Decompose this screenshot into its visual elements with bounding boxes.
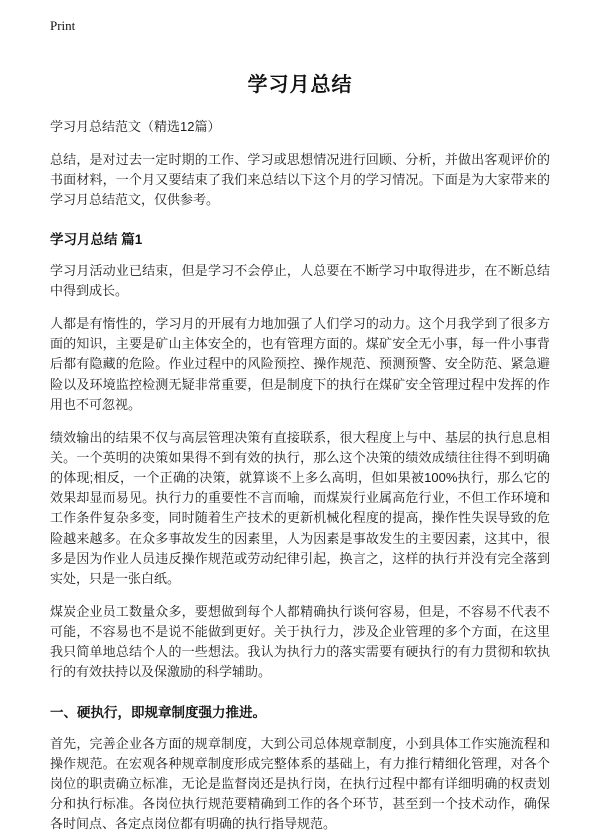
body-paragraph: 煤炭企业员工数量众多，要想做到每个人都精确执行谈何容易，但是，不容易不代表不可能，不容易也不是说不能做到更好。关于执行力，涉及企业管理的多个方面，在这里我只简单地总结个人的一些想法。我认为执行力的落实需要有硬执行的有力贯彻和软执行的有效扶持以及保激励的科学辅助。: [50, 604, 550, 680]
section-heading-1: 学习月总结 篇1: [50, 231, 143, 247]
body-paragraph: 学习月活动业已结束，但是学习不会停止，人总要在不断学习中取得进步，在不断总结中得到成长。: [50, 262, 550, 299]
document-subtitle: 学习月总结范文（精选12篇）: [50, 119, 221, 134]
document-title: 学习月总结: [247, 74, 353, 96]
body-paragraph: 绩效输出的结果不仅与高层管理决策有直接联系，很大程度上与中、基层的执行息息相关。一个英明的决策如果得不到有效的执行，那么这个决策的绩效成绩往往得不到明确的体现;相反，一个正确的决策，就算谈不上多么高明，但如果被100%执行，那么它的效果却显而易见。执行力的重要性不言而喻，而煤炭行业属高危行业，不但工作环境和工作条件复杂多变，同时随着生产技术的更新机械化程度的提高，操作性失误导致的危险越来越多。在众多事故发生的因素里，人为因素是事故发生的主要因素，这其中，很多是因为作业人员违反操作规范或劳动纪律引起，换言之，这样的执行并没有完全落到实处，只是一张白纸。: [50, 429, 550, 586]
intro-paragraph: 总结，是对过去一定时期的工作、学习或思想情况进行回顾、分析，并做出客观评价的书面材料，一个月又要结束了我们来总结以下这个月的学习情况。下面是为大家带来的学习月总结范文，仅供参考。: [50, 151, 550, 207]
section-heading-2: 一、硬执行，即规章制度强力推进。: [50, 704, 266, 720]
print-button[interactable]: Print: [50, 18, 76, 33]
body-paragraph: 首先，完善企业各方面的规章制度，大到公司总体规章制度，小到具体工作实施流程和操作规范。在宏观各种规章制度形成完整体系的基础上，有力推行精细化管理，对各个岗位的职责确立标准，无论是监督岗还是执行岗，在执行过程中都有详细明确的权责划分和执行标准。各岗位执行规范要精确到工作的各个环节，甚至到一个技术动作，确保各时间点、各定点岗位都有明确的执行指导规范。: [50, 735, 550, 832]
body-paragraph: 人都是有惰性的，学习月的开展有力地加强了人们学习的动力。这个月我学到了很多方面的知识，主要是矿山主体安全的，也有管理方面的。煤矿安全无小事，每一件小事背后都有隐藏的危险。作业过程中的风险预控、操作规范、预测预警、安全防范、紧急避险以及环境监控检测无疑非常重要，但是制度下的执行在煤矿安全管理过程中发挥的作用也不可忽视。: [50, 316, 550, 412]
